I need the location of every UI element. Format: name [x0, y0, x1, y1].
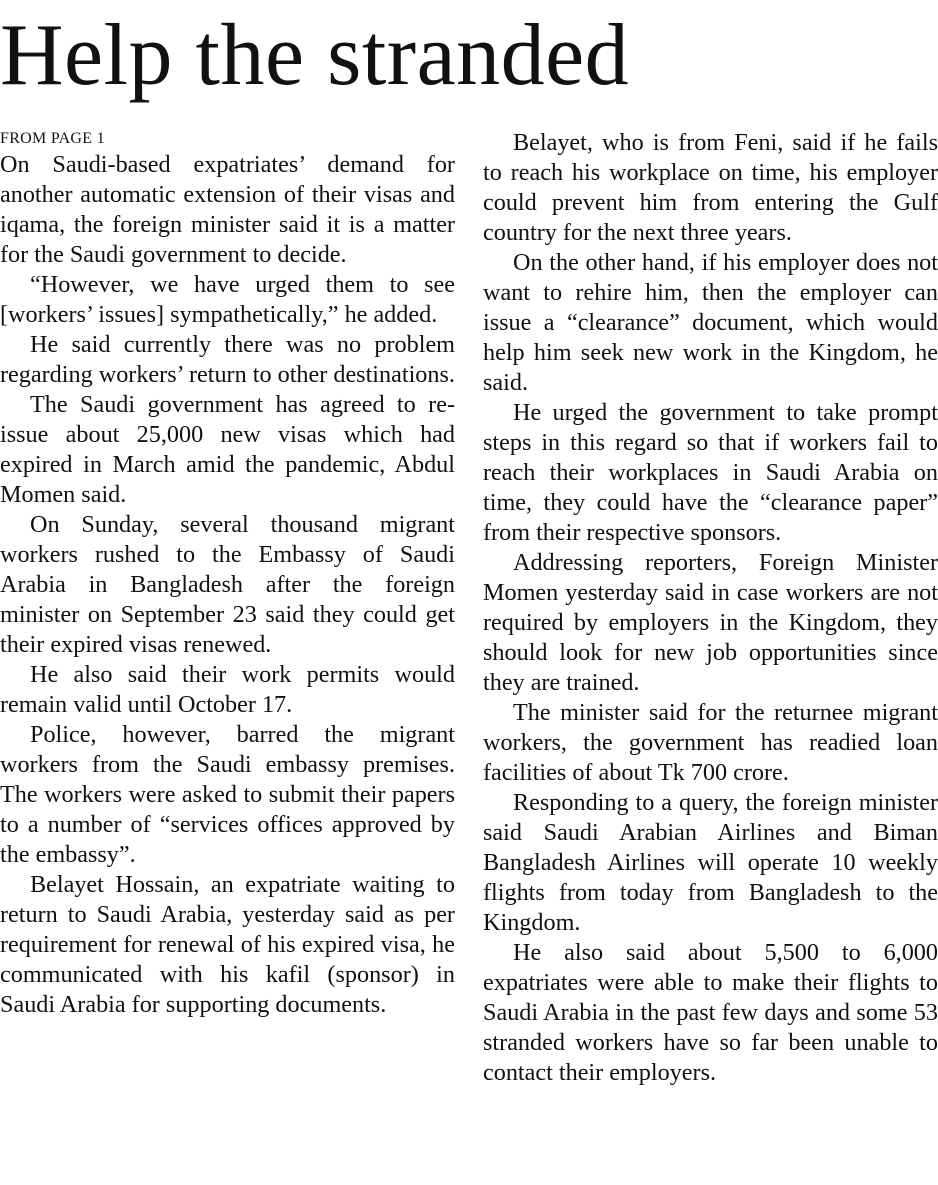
article-paragraph: On the other hand, if his employer does not want to rehire him, then the employer can issue a “clearance” document, which would help him seek new work in the Kingdom, he said. [483, 249, 938, 396]
article-paragraph: Responding to a query, the foreign minister said Saudi Arabian Airlines and Biman Bangladesh Airlines will operate 10 weekly flights from today from Bangladesh to the Kingdom. [483, 789, 938, 936]
left-column [0, 128, 455, 1020]
article-paragraph: “However, we have urged them to see [workers’ issues] sympathetically,” he added. [0, 271, 455, 328]
article-paragraph: Belayet Hossain, an expatriate waiting to return to Saudi Arabia, yesterday said as per requirement for renewal of his expired visa, he communicated with his kafil (sponsor) in Saudi Arabia for supporting documents. [0, 871, 455, 1018]
article-paragraph: Police, however, barred the migrant workers from the Saudi embassy premises. The workers were asked to submit their papers to a number of “services offices approved by the embassy”. [0, 721, 455, 868]
article-paragraph: The Saudi government has agreed to re-issue about 25,000 new visas which had expired in March amid the pandemic, Abdul Momen said. [0, 391, 455, 508]
article-paragraph: He also said about 5,500 to 6,000 expatriates were able to make their flights to Saudi Arabia in the past few days and some 53 stranded workers have so far been unable to contact their employers. [483, 939, 938, 1086]
headline: Help the stranded [0, 7, 630, 104]
article-paragraph: Belayet, who is from Feni, said if he fails to reach his workplace on time, his employer could prevent him from entering the Gulf country for the next three years. [483, 129, 938, 246]
article-paragraph: Addressing reporters, Foreign Minister Momen yesterday said in case workers are not required by employers in the Kingdom, they should look for new job opportunities since they are trained. [483, 549, 938, 696]
right-column [483, 128, 938, 1088]
dateline: FROM PAGE 1 [0, 130, 105, 147]
article-paragraph: On Sunday, several thousand migrant workers rushed to the Embassy of Saudi Arabia in Bangladesh after the foreign minister on September 23 said they could get their expired visas renewed. [0, 511, 455, 658]
article-paragraph: The minister said for the returnee migrant workers, the government has readied loan facilities of about Tk 700 crore. [483, 699, 938, 786]
article-paragraph: He also said their work permits would remain valid until October 17. [0, 661, 455, 718]
article-paragraph: He said currently there was no problem regarding workers’ return to other destinations. [0, 331, 455, 388]
article-paragraph: On Saudi-based expatriates’ demand for another automatic extension of their visas and iqama, the foreign minister said it is a matter for the Saudi government to decide. [0, 151, 455, 268]
article-paragraph: He urged the government to take prompt steps in this regard so that if workers fail to reach their workplaces in Saudi Arabia on time, they could have the “clearance paper” from their respective sponsors. [483, 399, 938, 546]
